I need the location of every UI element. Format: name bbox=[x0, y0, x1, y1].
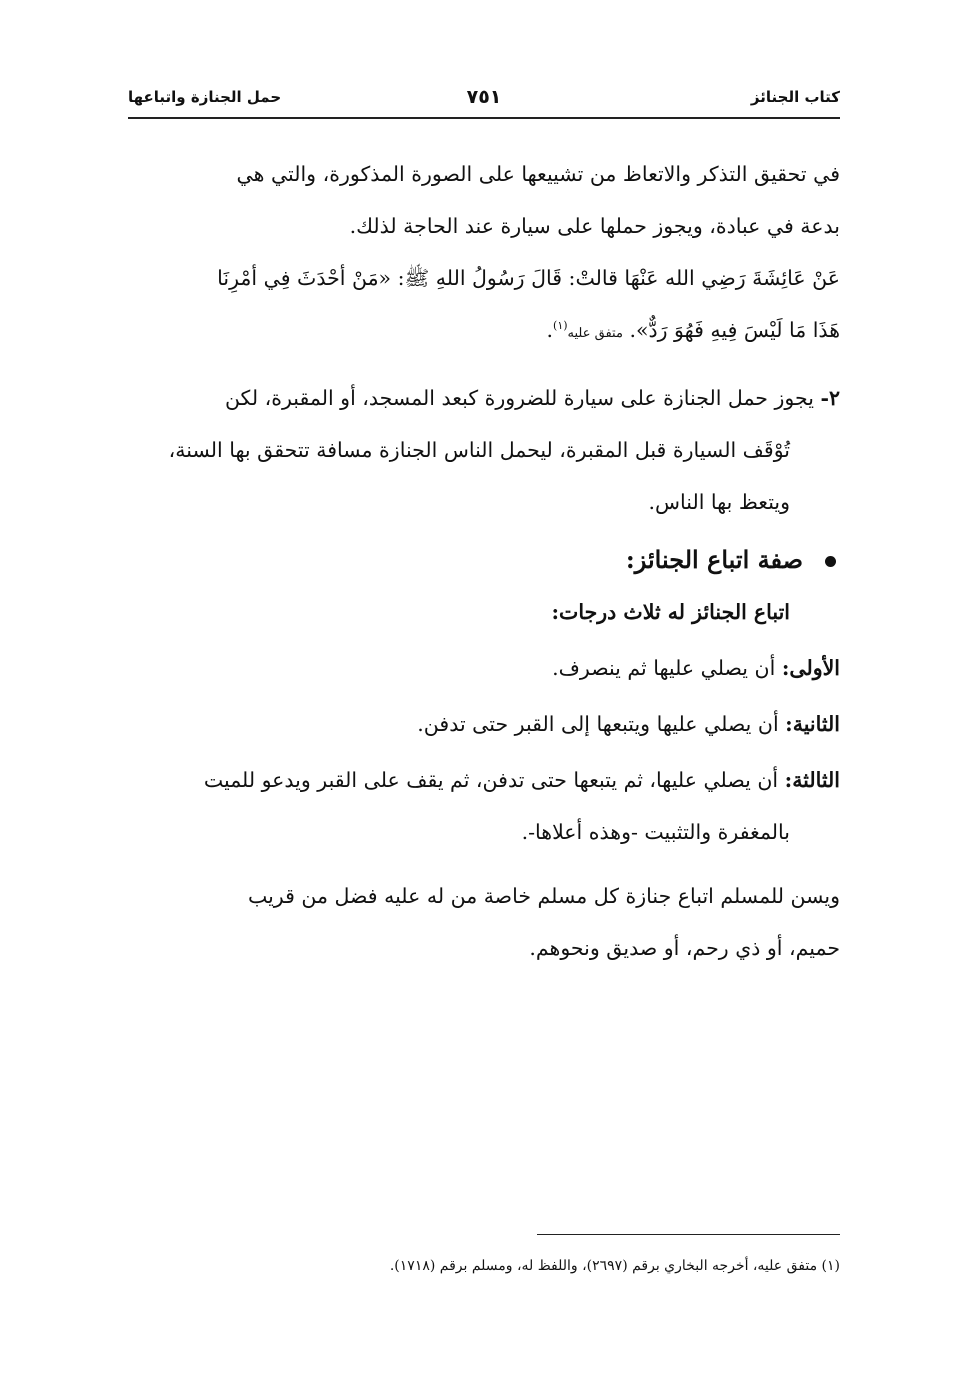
section-heading bbox=[128, 534, 840, 586]
degree-label: الثانية: bbox=[785, 712, 840, 736]
footnote-divider bbox=[537, 1234, 840, 1235]
list-item-2 bbox=[128, 372, 840, 424]
degree-label: الأولى: bbox=[781, 656, 840, 680]
hadith-line-last: هَذَا مَا لَيْسَ فِيهِ فَهُوَ رَدٌّ». متفق عليه$^{(١)}$. bbox=[546, 318, 840, 342]
closing-paragraph-line: ويسن للمسلم اتباع جنازة كل مسلم خاصة من له عليه فضل من قريب bbox=[247, 884, 840, 908]
degree-second bbox=[128, 698, 840, 750]
degree-text: أن يصلي عليها، ثم يتبعها حتى تدفن، ثم يقف على القبر ويدعو للميت bbox=[203, 768, 779, 792]
hadith-source: متفق عليه bbox=[567, 326, 623, 341]
running-header bbox=[128, 86, 840, 116]
book-title: كتاب الجنائز bbox=[750, 88, 840, 106]
footnote: (١) متفق عليه، أخرجه البخاري برقم (٢٦٩٧)، واللفظ له، ومسلم برقم (١٧١٨). bbox=[389, 1258, 840, 1274]
section-heading-text: صفة اتباع الجنائز: bbox=[625, 545, 803, 574]
chapter-title: حمل الجنازة واتباعها bbox=[128, 88, 282, 106]
paragraph-line: في تحقيق التذكر والاتعاظ من تشييعها على الصورة المذكورة، والتي هي bbox=[236, 162, 840, 186]
hadith-line: عَنْ عَائِشَةَ رَضِي الله عَنْهَا قالتْ: قَالَ رَسُولُ اللهِ ﷺ: «مَنْ أحْدَثَ فِي أمْرِنَا bbox=[217, 266, 840, 290]
page-number: ٧٥١ bbox=[466, 86, 502, 108]
degree-first bbox=[128, 642, 840, 694]
degree-third-continuation: بالمغفرة والتثبيت -وهذه أعلاها-. bbox=[521, 820, 790, 844]
degree-text: أن يصلي عليها ثم ينصرف. bbox=[552, 656, 776, 680]
paragraph-line: بدعة في عبادة، ويجوز حملها على سيارة عند الحاجة لذلك. bbox=[349, 214, 840, 238]
closing-paragraph-line: حميم، أو ذي رحم، أو صديق ونحوهم. bbox=[529, 936, 840, 960]
bullet-icon bbox=[825, 556, 836, 567]
main-text bbox=[128, 148, 840, 974]
degree-label: الثالثة: bbox=[784, 768, 840, 792]
hadith-text: هَذَا مَا لَيْسَ فِيهِ فَهُوَ رَدٌّ». bbox=[629, 318, 840, 342]
item-number: ٢- bbox=[820, 386, 840, 410]
degree-third bbox=[128, 754, 840, 806]
item-continuation: ويتعظ بها الناس. bbox=[648, 490, 790, 514]
footnote-ref: (١) bbox=[553, 319, 568, 333]
degree-text: أن يصلي عليها ويتبعها إلى القبر حتى تدفن. bbox=[417, 712, 779, 736]
header-divider bbox=[128, 117, 840, 119]
subheading: اتباع الجنائز له ثلاث درجات: bbox=[551, 600, 790, 624]
item-text: يجوز حمل الجنازة على سيارة للضرورة كبعد المسجد، أو المقبرة، لكن bbox=[224, 386, 814, 410]
item-continuation: تُوْقَف السيارة قبل المقبرة، ليحمل الناس الجنازة مسافة تتحقق بها السنة، bbox=[168, 438, 790, 462]
